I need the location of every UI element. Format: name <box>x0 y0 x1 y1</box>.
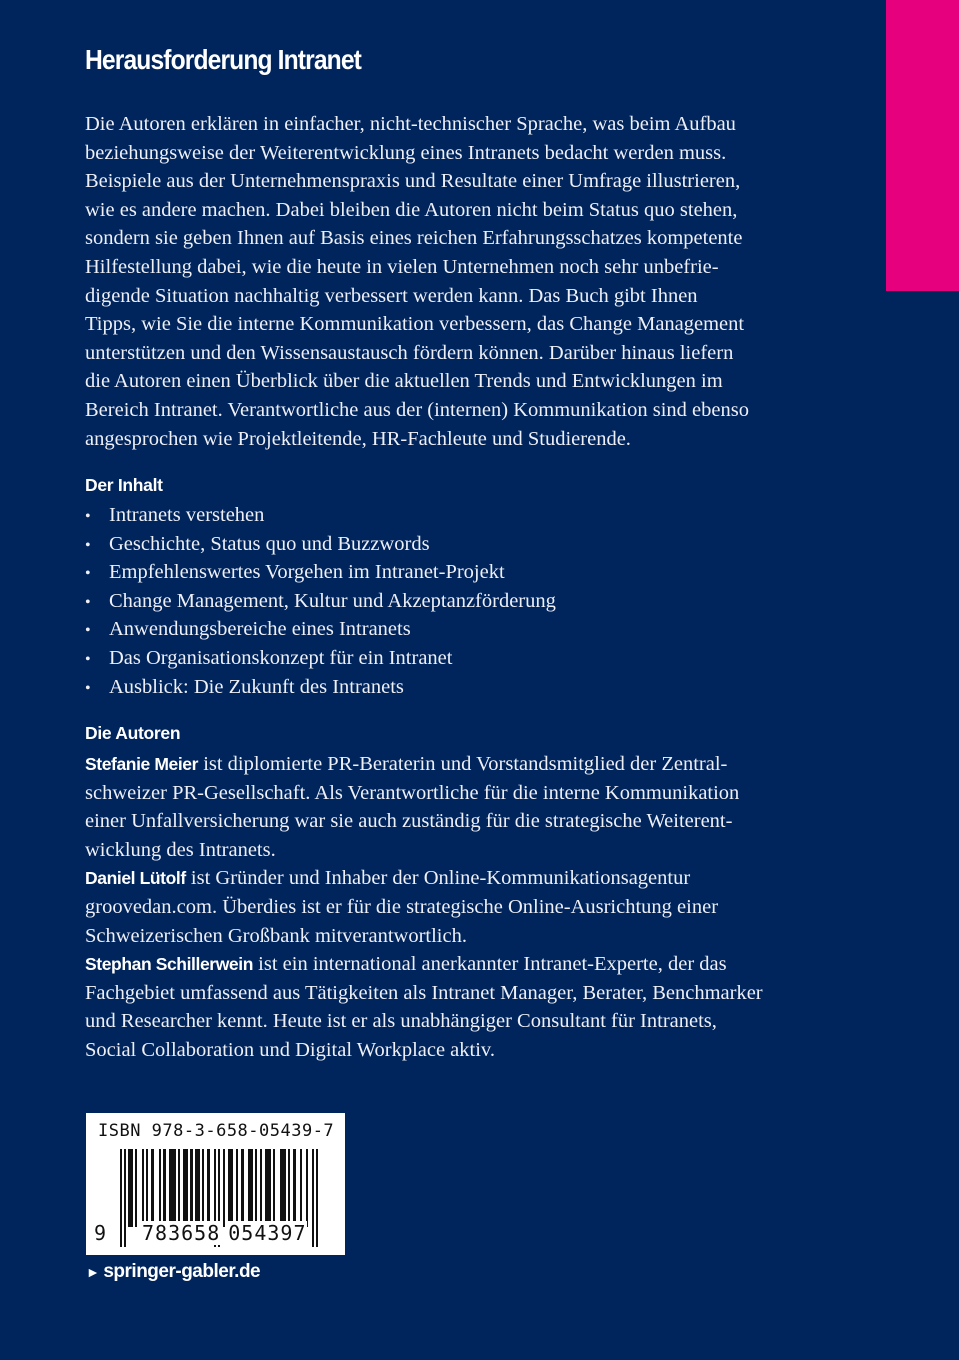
authors-heading: Die Autoren <box>85 723 181 743</box>
bio-line: groovedan.com. Überdies ist er für die strategische Online-Ausrichtung einer <box>85 895 719 918</box>
author-bio <box>85 864 805 950</box>
list-item <box>85 673 556 702</box>
list-item-text: Anwendungsbereiche eines Intranets <box>109 618 411 641</box>
intro-line: die Autoren einen Überblick über die aktuellen Trends und Entwicklungen im <box>85 370 723 393</box>
accent-bar <box>886 0 959 291</box>
contents-list <box>85 501 556 701</box>
author-bio <box>85 750 805 864</box>
list-item <box>85 644 556 673</box>
bullet-icon: • <box>85 593 91 611</box>
barcode-digits-left: 783658 <box>142 1221 221 1245</box>
bullet-icon: • <box>85 565 91 583</box>
barcode-digits-right: 054397 <box>228 1221 307 1245</box>
book-title: Herausforderung Intranet <box>85 44 361 75</box>
intro-line: Beispiele aus der Unternehmenspraxis und Resultate einer Umfrage illustrieren, <box>85 170 741 193</box>
intro-line: angesprochen wie Projektleitende, HR-Fachleute und Studierende. <box>85 427 631 450</box>
arrow-right-icon: ► <box>86 1264 100 1280</box>
intro-line: Bereich Intranet. Verantwortliche aus der (internen) Kommunikation sind ebenso <box>85 398 749 421</box>
bullet-icon: • <box>85 622 91 640</box>
intro-line: digende Situation nachhaltig verbessert werden kann. Das Buch gibt Ihnen <box>85 284 698 307</box>
isbn-barcode <box>86 1113 345 1255</box>
list-item-text: Geschichte, Status quo und Buzzwords <box>109 532 430 555</box>
intro-line: beziehungsweise der Weiterentwicklung eines Intranets bedacht werden muss. <box>85 141 727 164</box>
bullet-icon: • <box>85 650 91 668</box>
intro-line: unterstützen und den Wissensaustausch fördern können. Darüber hinaus liefern <box>85 341 734 364</box>
bio-line: ist diplomierte PR-Beraterin und Vorstandsmitglied der Zentral- <box>198 753 728 775</box>
bio-line: und Researcher kennt. Heute ist er als unabhängiger Consultant für Intranets, <box>85 1010 717 1033</box>
bullet-icon: • <box>85 536 91 554</box>
author-name: Stephan Schillerwein <box>85 954 254 975</box>
bio-line: Schweizerischen Großbank mitverantwortlich. <box>85 924 467 947</box>
contents-heading: Der Inhalt <box>85 475 163 495</box>
isbn-label: ISBN 978-3-658-05439-7 <box>98 1121 335 1141</box>
list-item-text: Change Management, Kultur und Akzeptanzförderung <box>109 589 556 612</box>
list-item-text: Intranets verstehen <box>109 504 265 526</box>
author-bio <box>85 950 805 1064</box>
list-item <box>85 530 556 559</box>
list-item <box>85 587 556 616</box>
list-item <box>85 501 556 530</box>
author-name: Stefanie Meier <box>85 754 199 774</box>
intro-line: Hilfestellung dabei, wie die heute in vielen Unternehmen noch sehr unbefrie- <box>85 255 719 278</box>
intro-line: Tipps, wie Sie die interne Kommunikation verbessern, das Change Management <box>85 313 745 336</box>
bio-line: ist Gründer und Inhaber der Online-Kommunikationsagentur <box>185 867 691 890</box>
author-name: Daniel Lütolf <box>85 868 186 889</box>
list-item-text: Das Organisationskonzept für ein Intranet <box>109 646 453 669</box>
intro-line: sondern sie geben Ihnen auf Basis eines reichen Erfahrungsschatzes kompetente <box>85 227 743 250</box>
bio-line: Fachgebiet umfassend aus Tätigkeiten als Intranet Manager, Berater, Benchmarker <box>85 981 763 1004</box>
bio-line: einer Unfallversicherung war sie auch zuständig für die strategische Weiterent- <box>85 810 733 833</box>
list-item <box>85 615 556 644</box>
bio-line: schweizer PR-Gesellschaft. Als Verantwortliche für die interne Kommunikation <box>85 781 740 804</box>
barcode-digits <box>94 1221 339 1245</box>
publisher-link-text: springer-gabler.de <box>103 1261 261 1282</box>
authors-section <box>85 750 805 1065</box>
bio-line: ist ein international anerkannter Intranet-Experte, der das <box>253 953 727 976</box>
bio-line: wicklung des Intranets. <box>85 838 276 861</box>
list-item-text: Empfehlenswertes Vorgehen im Intranet-Projekt <box>109 561 505 584</box>
bullet-icon: • <box>85 679 91 697</box>
list-item-text: Ausblick: Die Zukunft des Intranets <box>109 675 404 698</box>
barcode-digit-prefix: 9 <box>94 1221 120 1245</box>
publisher-link[interactable] <box>86 1261 260 1283</box>
bio-line: Social Collaboration und Digital Workplace aktiv. <box>85 1038 495 1061</box>
intro-line: Die Autoren erklären in einfacher, nicht-technischer Sprache, was beim Aufbau <box>85 113 736 135</box>
list-item <box>85 558 556 587</box>
intro-paragraph <box>85 110 825 453</box>
bullet-icon: • <box>85 508 91 525</box>
intro-line: wie es andere machen. Dabei bleiben die Autoren nicht beim Status quo stehen, <box>85 198 738 221</box>
